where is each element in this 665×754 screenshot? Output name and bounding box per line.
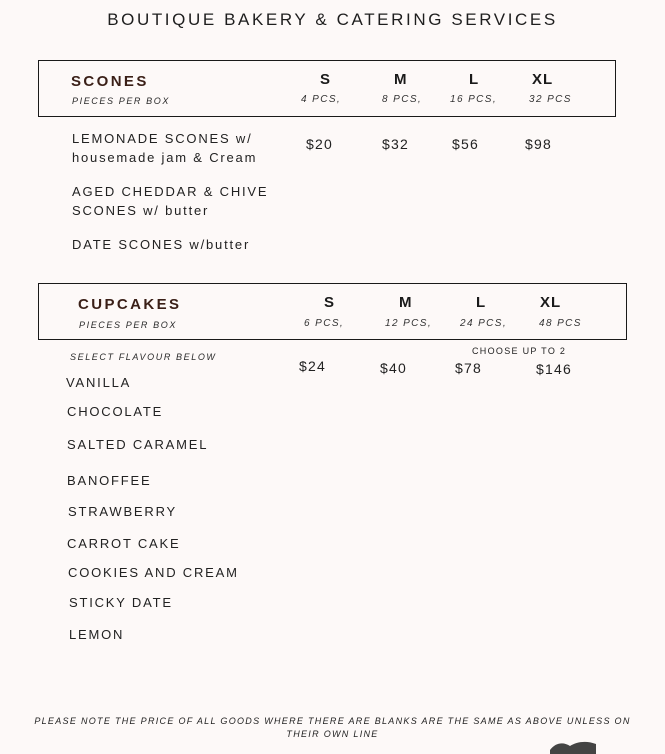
scone-item-date [72, 235, 250, 254]
scones-price-s: $20 [306, 136, 333, 152]
scones-size-s: S [320, 71, 332, 88]
scones-price-m: $32 [382, 136, 409, 152]
scone-item-lemonade [72, 129, 257, 167]
price-note-footer: PLEASE NOTE THE PRICE OF ALL GOODS WHERE THERE ARE BLANKS ARE THE SAME AS ABOVE UNLESS ON THEIR OWN LINE [34, 716, 631, 739]
scones-pcs-m: 8 PCS, [382, 94, 423, 105]
flavour-salted-caramel: SALTED CARAMEL [67, 437, 209, 452]
cupcakes-pcs-s: 6 PCS, [304, 318, 345, 329]
cupcakes-price-l: $78 [455, 360, 482, 376]
flavour-lemon: LEMON [69, 627, 125, 642]
flavour-strawberry: STRAWBERRY [68, 504, 178, 519]
scones-price-l: $56 [452, 136, 479, 152]
scones-size-l: L [469, 71, 480, 88]
scones-size-xl: XL [532, 71, 554, 88]
cupcakes-price-m: $40 [380, 360, 407, 376]
scone-item-cheddar-chive [72, 182, 268, 220]
cupcakes-price-s: $24 [299, 358, 326, 374]
cupcakes-size-l: L [476, 294, 487, 311]
cupcakes-section-title: CUPCAKES [78, 296, 182, 313]
cupcakes-size-s: S [324, 294, 336, 311]
scones-price-xl: $98 [525, 136, 552, 152]
select-flavour-note: SELECT FLAVOUR BELOW [70, 352, 217, 362]
choose-up-to-note: CHOOSE UP TO 2 [472, 346, 567, 356]
scones-size-m: M [394, 71, 408, 88]
flavour-carrot-cake: CARROT CAKE [67, 536, 181, 551]
scones-section-title: SCONES [71, 73, 149, 90]
cupcakes-pcs-l: 24 PCS, [460, 318, 508, 329]
scone-item-lemonade-line1: LEMONADE SCONES w/ [72, 131, 253, 146]
decorative-corner-graphic [548, 738, 598, 754]
scones-pcs-s: 4 PCS, [301, 94, 342, 105]
cupcakes-price-xl: $146 [536, 361, 572, 377]
flavour-sticky-date: STICKY DATE [69, 595, 173, 610]
cupcakes-size-m: M [399, 294, 413, 311]
scones-pcs-l: 16 PCS, [450, 94, 498, 105]
scones-pieces-per-box-label: PIECES PER BOX [72, 96, 170, 106]
cupcakes-pcs-m: 12 PCS, [385, 318, 433, 329]
scone-item-cheddar-chive-line1: AGED CHEDDAR & CHIVE [72, 184, 269, 199]
scones-pcs-xl: 32 PCS [529, 94, 572, 105]
cupcakes-pieces-per-box-label: PIECES PER BOX [79, 320, 177, 330]
flavour-chocolate: CHOCOLATE [67, 404, 164, 419]
cupcakes-pcs-xl: 48 PCS [539, 318, 582, 329]
scone-item-date-line1: DATE SCONES w/butter [72, 237, 251, 252]
scone-item-cheddar-chive-line2: SCONES w/ butter [72, 203, 210, 218]
flavour-cookies-and-cream: COOKIES AND CREAM [68, 565, 239, 580]
flavour-banoffee: BANOFFEE [67, 473, 152, 488]
cupcakes-size-xl: XL [540, 294, 562, 311]
flavour-vanilla: VANILLA [66, 375, 132, 390]
scone-item-lemonade-line2: housemade jam & Cream [72, 150, 258, 165]
page-title: BOUTIQUE BAKERY & CATERING SERVICES [107, 10, 558, 29]
